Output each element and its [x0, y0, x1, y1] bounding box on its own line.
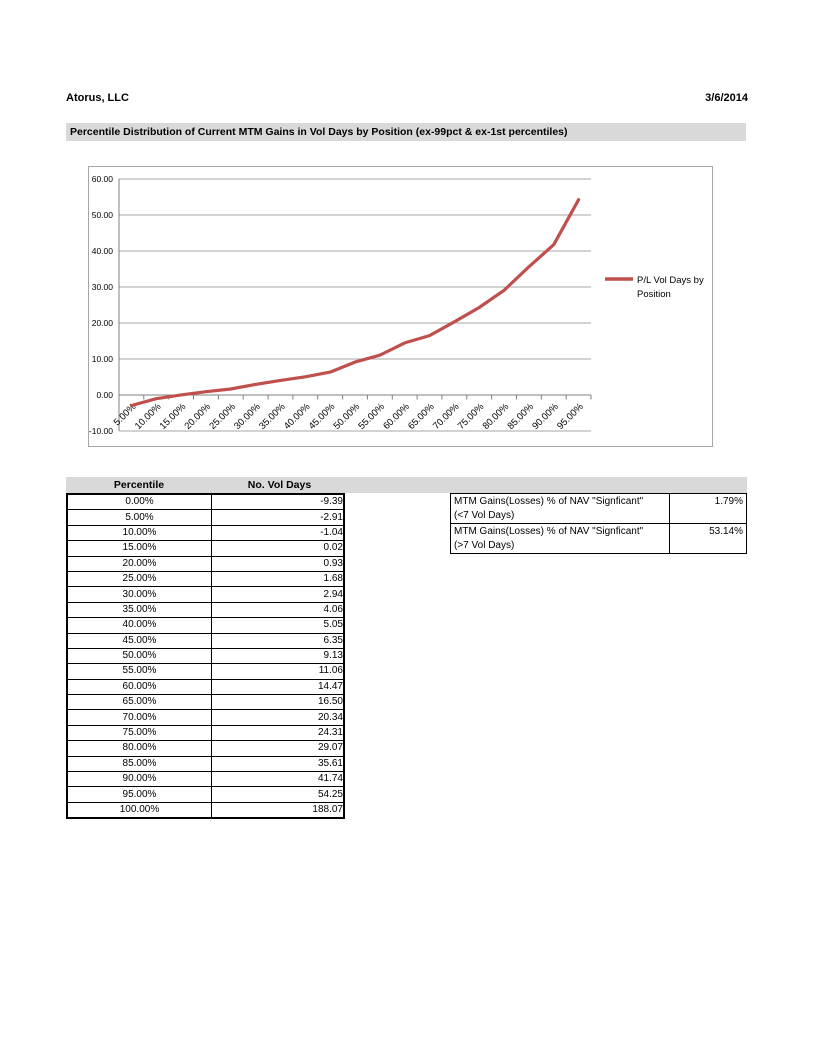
percentile-cell: 30.00%	[67, 587, 212, 602]
table-row	[451, 524, 747, 554]
mtm-gains-table	[450, 493, 747, 554]
table-row	[67, 494, 344, 510]
vol-days-cell: -9.39	[212, 494, 345, 510]
y-axis-tick-label: 20.00	[91, 318, 113, 328]
pl-vol-days-chart	[88, 166, 713, 447]
y-axis-tick-label: 50.00	[91, 210, 113, 220]
x-axis-tick-label: 90.00%	[530, 401, 561, 432]
percentile-cell: 15.00%	[67, 541, 212, 556]
mtm-label-line1: MTM Gains(Losses) % of NAV "Signficant"	[454, 526, 644, 537]
vol-days-cell: 29.07	[212, 741, 345, 756]
table-row	[67, 664, 344, 679]
y-axis-tick-label: 30.00	[91, 282, 113, 292]
percentile-cell: 50.00%	[67, 648, 212, 663]
table-row	[67, 756, 344, 771]
table-row	[67, 725, 344, 740]
chart-svg	[89, 167, 710, 444]
vol-days-cell: 4.06	[212, 602, 345, 617]
percentile-cell: 60.00%	[67, 679, 212, 694]
table-row	[67, 679, 344, 694]
table-row	[67, 633, 344, 648]
vol-days-cell: 35.61	[212, 756, 345, 771]
vol-days-column-header: No. Vol Days	[247, 479, 312, 491]
vol-days-cell: 14.47	[212, 679, 345, 694]
mtm-label-line1: MTM Gains(Losses) % of NAV "Signficant"	[454, 496, 644, 507]
y-axis-tick-label: 60.00	[91, 174, 113, 184]
table-row	[67, 741, 344, 756]
x-axis-tick-label: 50.00%	[331, 401, 363, 432]
x-axis-tick-label: 75.00%	[455, 401, 487, 432]
percentile-cell: 65.00%	[67, 695, 212, 710]
percentile-cell: 95.00%	[67, 787, 212, 802]
x-axis-tick-label: 15.00%	[157, 401, 189, 432]
table-row	[67, 648, 344, 663]
vol-days-cell: 5.05	[212, 618, 345, 633]
mtm-label-cell-gt7	[451, 524, 670, 554]
vol-days-cell: 6.35	[212, 633, 345, 648]
table-row	[67, 787, 344, 802]
x-axis-tick-label: 40.00%	[281, 401, 313, 432]
x-axis-tick-label: 65.00%	[406, 401, 437, 432]
table-row	[67, 510, 344, 525]
vol-days-cell: -2.91	[212, 510, 345, 525]
y-axis-tick-label: 10.00	[91, 354, 113, 364]
table-header-band	[66, 477, 747, 493]
percentile-cell: 20.00%	[67, 556, 212, 571]
x-axis-tick-label: 55.00%	[356, 401, 387, 432]
legend-label: P/L Vol Days by	[637, 275, 704, 286]
x-axis-tick-label: 30.00%	[232, 401, 263, 432]
mtm-label-line2: (>7 Vol Days)	[454, 539, 515, 551]
mtm-label-line2: (<7 Vol Days)	[454, 509, 515, 521]
table-row	[67, 541, 344, 556]
y-axis-tick-label: -10.00	[89, 426, 113, 436]
percentile-cell: 80.00%	[67, 741, 212, 756]
vol-days-cell: 11.06	[212, 664, 345, 679]
x-axis-tick-label: 80.00%	[480, 401, 512, 432]
report-date: 3/6/2014	[705, 92, 748, 104]
percentile-cell: 75.00%	[67, 725, 212, 740]
vol-days-cell: 1.68	[212, 571, 345, 586]
mtm-value-cell-lt7: 1.79%	[670, 494, 747, 524]
x-axis-tick-label: 10.00%	[132, 401, 164, 432]
x-axis-tick-label: 20.00%	[182, 401, 214, 432]
percentile-cell: 70.00%	[67, 710, 212, 725]
percentile-cell: 40.00%	[67, 618, 212, 633]
table-row	[67, 710, 344, 725]
x-axis-tick-label: 45.00%	[306, 401, 338, 432]
table-row	[67, 525, 344, 540]
percentile-cell: 0.00%	[67, 494, 212, 510]
x-axis-tick-label: 35.00%	[257, 401, 288, 432]
percentile-cell: 25.00%	[67, 571, 212, 586]
vol-days-cell: 20.34	[212, 710, 345, 725]
percentile-cell: 10.00%	[67, 525, 212, 540]
y-axis-tick-label: 40.00	[91, 246, 113, 256]
x-axis-tick-label: 25.00%	[207, 401, 238, 432]
company-name: Atorus, LLC	[66, 92, 129, 104]
y-axis-tick-label: 0.00	[96, 390, 113, 400]
mtm-value-cell-gt7: 53.14%	[670, 524, 747, 554]
x-axis-tick-label: 70.00%	[430, 401, 462, 432]
table-row	[67, 618, 344, 633]
table-row	[67, 802, 344, 818]
percentile-cell: 100.00%	[67, 802, 212, 818]
table-row	[67, 587, 344, 602]
percentile-cell: 5.00%	[67, 510, 212, 525]
vol-days-cell: 16.50	[212, 695, 345, 710]
legend-label: Position	[637, 289, 671, 300]
vol-days-cell: 188.07	[212, 802, 345, 818]
vol-days-cell: 0.02	[212, 541, 345, 556]
percentile-column-header: Percentile	[113, 479, 165, 491]
mtm-label-cell-lt7	[451, 494, 670, 524]
percentile-cell: 35.00%	[67, 602, 212, 617]
pl-series-line	[131, 200, 578, 406]
x-axis-tick-label: 85.00%	[505, 401, 537, 432]
vol-days-cell: 41.74	[212, 772, 345, 787]
percentile-cell: 85.00%	[67, 756, 212, 771]
vol-days-cell: 54.25	[212, 787, 345, 802]
x-axis-tick-label: 60.00%	[381, 401, 412, 432]
table-row	[67, 695, 344, 710]
table-row	[67, 571, 344, 586]
report-title-bar: Percentile Distribution of Current MTM Gains in Vol Days by Position (ex-99pct & ex-1st percentiles)	[66, 123, 746, 141]
table-row	[67, 602, 344, 617]
percentile-table	[66, 493, 345, 819]
vol-days-cell: -1.04	[212, 525, 345, 540]
vol-days-cell: 2.94	[212, 587, 345, 602]
vol-days-cell: 24.31	[212, 725, 345, 740]
table-row	[67, 772, 344, 787]
percentile-cell: 90.00%	[67, 772, 212, 787]
vol-days-cell: 0.93	[212, 556, 345, 571]
x-axis-tick-label: 5.00%	[111, 401, 139, 429]
table-row	[67, 556, 344, 571]
table-row	[451, 494, 747, 524]
percentile-cell: 55.00%	[67, 664, 212, 679]
vol-days-cell: 9.13	[212, 648, 345, 663]
percentile-cell: 45.00%	[67, 633, 212, 648]
page-header	[66, 92, 748, 104]
x-axis-tick-label: 95.00%	[555, 401, 586, 432]
